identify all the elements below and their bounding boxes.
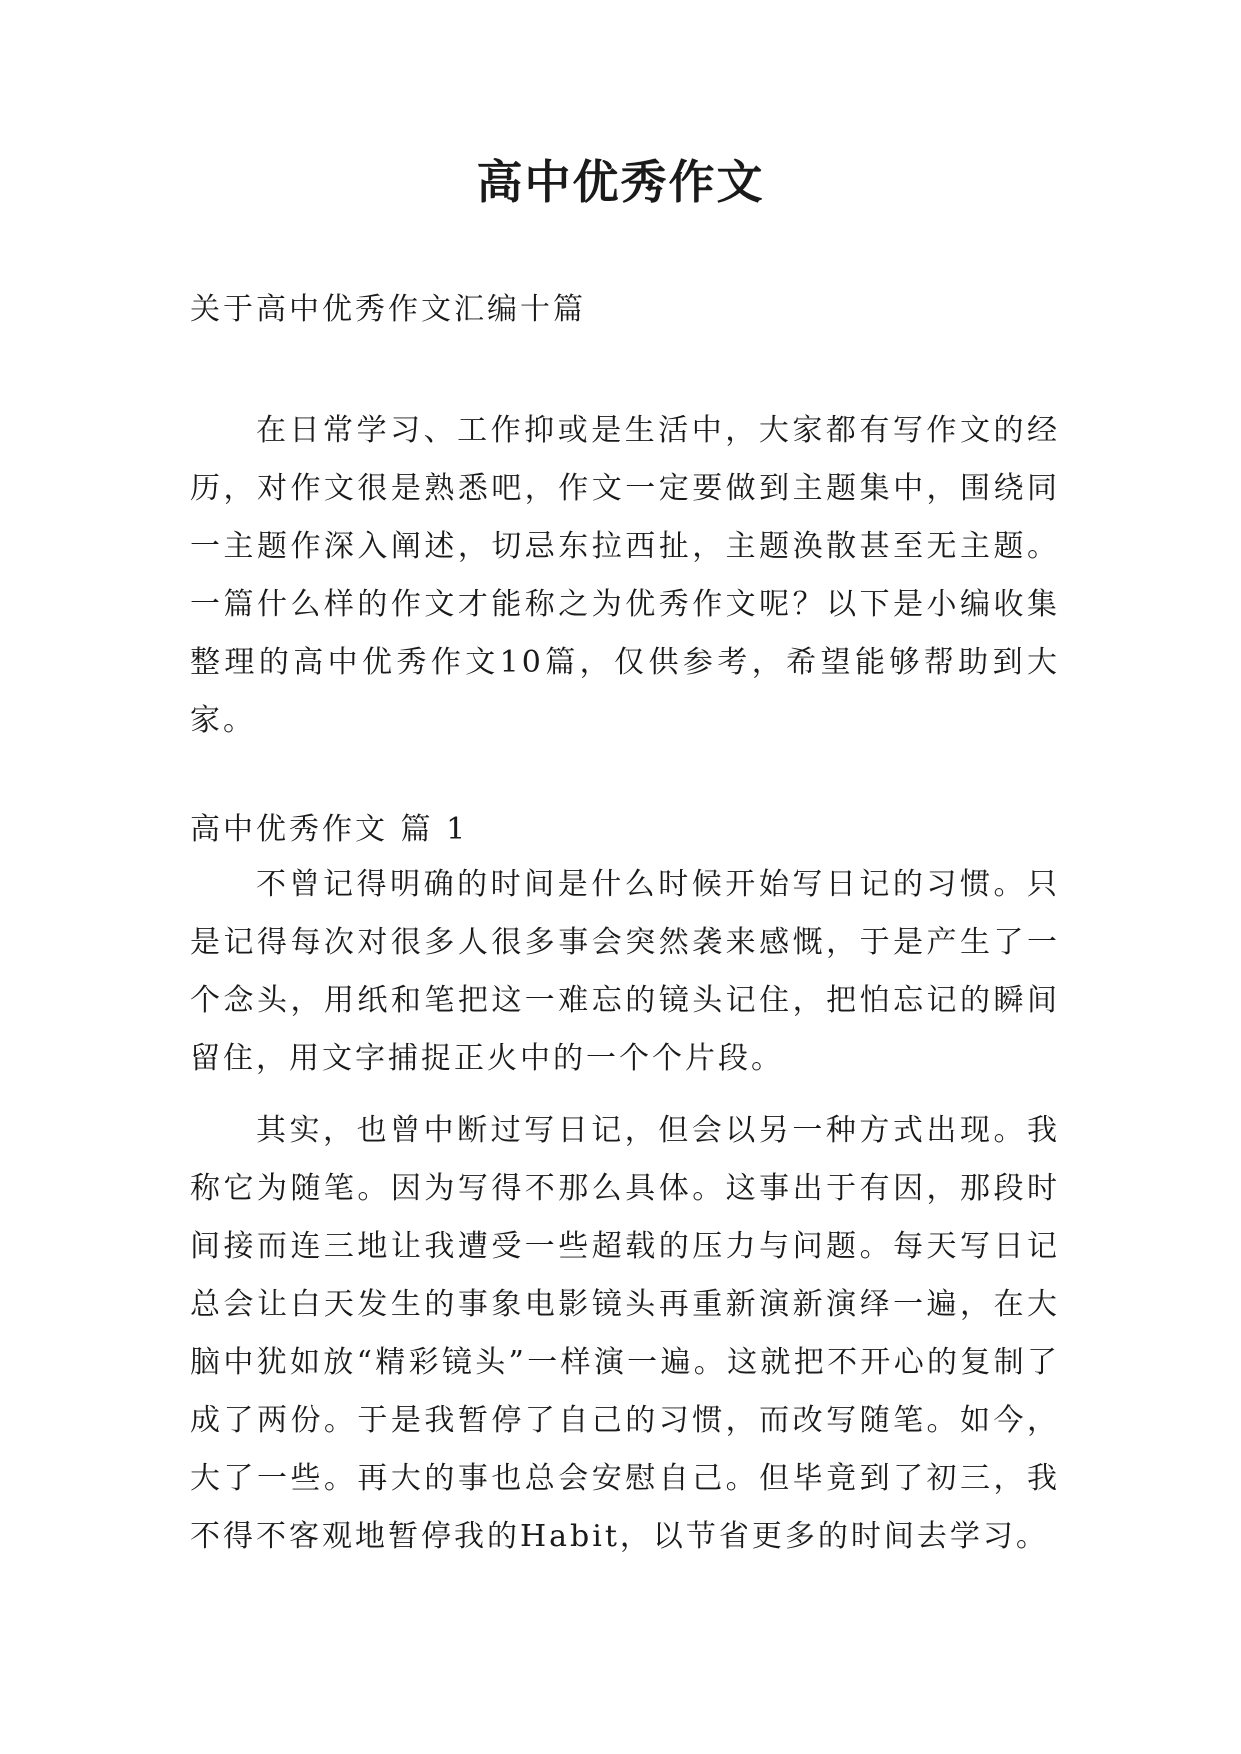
page-title: 高中优秀作文 [476,155,765,209]
document-subtitle: 关于高中优秀作文汇编十篇 [190,292,586,327]
body-paragraph: 其实，也曾中断过写日记，但会以另一种方式出现。我称它为随笔。因为写得不那么具体。这事出于有因，那段时间接而连三地让我遭受一些超载的压力与问题。每天写日记总会让白天发生的事象电影镜头再重新演新演绎一遍，在大脑中犹如放“精彩镜头”一样演一遍。这就把不开心的复制了成了两份。于是我暂停了自己的习惯，而改写随笔。如今，大了一些。再大的事也总会安慰自己。但毕竟到了初三，我不得不客观地暂停我的Habit，以节省更多的时间去学习。 [190,1113,1060,1554]
section-heading: 高中优秀作文 篇 1 [190,812,469,847]
body-paragraph: 不曾记得明确的时间是什么时候开始写日记的习惯。只是记得每次对很多人很多事会突然袭来感慨，于是产生了一个念头，用纸和笔把这一难忘的镜头记住，把怕忘记的瞬间留住，用文字捕捉正火中的一个个片段。 [190,867,1060,1076]
intro-paragraph: 在日常学习、工作抑或是生活中，大家都有写作文的经历，对作文很是熟悉吧，作文一定要做到主题集中，围绕同一主题作深入阐述，切忌东拉西扯，主题涣散甚至无主题。一篇什么样的作文才能称之为优秀作文呢？以下是小编收集整理的高中优秀作文10篇，仅供参考，希望能够帮助到大家。 [190,413,1060,738]
